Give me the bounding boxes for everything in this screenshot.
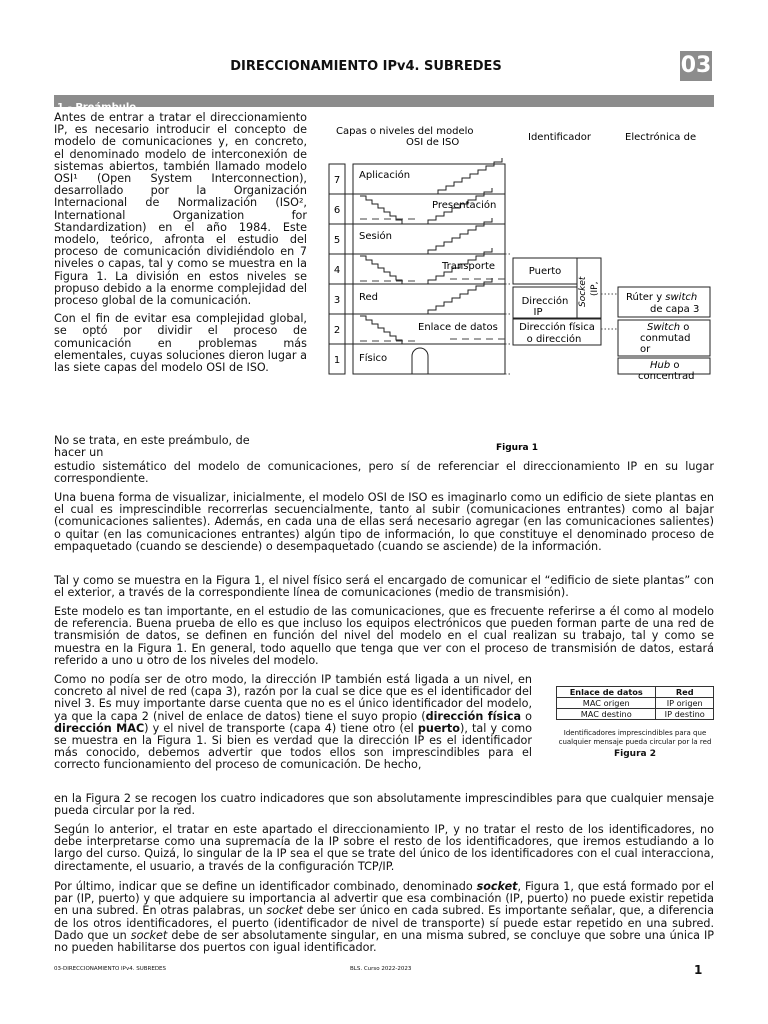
figure2-note: Identificadores imprescindibles para que cualquier mensaje pueda circular por la red — [558, 729, 712, 746]
layer-name: Aplicación — [359, 170, 411, 181]
intro-paragraph: Con el fin de evitar esa complejidad global, se optó por dividir el proceso de comunicación en problemas más elementales, cuyas soluciones dieron lugar a las siete capas del modelo OSI de ISO. — [54, 312, 307, 375]
building-door — [412, 348, 428, 374]
osi-diagram — [320, 124, 720, 454]
figure2-caption: Figura 2 — [614, 749, 656, 759]
col-electronics-title: Electrónica de — [625, 132, 697, 143]
mac-label-1: Dirección física — [519, 322, 595, 333]
layer-name: Sesión — [359, 231, 392, 242]
text-run: debe ser único en cada subred. Es importante señalar, que, a diferencia de los otros identificadores, el puerto (identificador de nivel de transporte) sí puede estar repetido en una subred. Dado que un — [54, 904, 714, 942]
col-layers-title-2: OSI de ISO — [406, 137, 460, 148]
intro-paragraph: Antes de entrar a tratar el direccionamiento IP, es necesario introducir el concepto de modelo de comunicaciones y, en concreto, el denominado modelo de interconexión de sistemas abiertos, también llamado modelo OSI¹ (Open System Interconnection), desarrollado por la Organización Internacional de Normalización (ISO², International Organization for Standardization) en el año 1984. Este modelo, teórico, afronta el estudio del proceso de comunicación dividiéndolo en 7 niveles o capas, tal y como se muestra en la Figura 1. La división en estos niveles se propuso debido a la enorme complejidad del proceso global de la comunicación. — [54, 111, 307, 308]
ip-label-1: Dirección — [521, 296, 569, 307]
ip-label-2: IP — [533, 307, 543, 318]
router-label-2: de capa 3 — [650, 304, 700, 315]
section-heading: 1.- Preámbulo. — [57, 102, 140, 113]
layer-name: Físico — [359, 353, 388, 364]
port-label: Puerto — [528, 266, 562, 277]
figure-osi-model — [320, 124, 720, 454]
col-identifier-title: Identificador — [528, 132, 591, 143]
intro-column — [54, 112, 307, 374]
text-run: Como no podía ser de otro modo, la dirección IP también está ligada a un nivel, en concreto al nivel de red (capa 3), razón por la cual se dice que es el identificador del nivel 3. Es muy importante darse cuenta que no es el único identificador del modelo, ya que la capa 2 (nivel de enlace de datos) tiene el suyo propio ( — [54, 673, 532, 723]
identifiers-table — [556, 686, 714, 720]
layer-name: Enlace de datos — [418, 322, 498, 333]
paragraph: estudio sistemático del modelo de comunicaciones, pero sí de referenciar el direccionamiento IP en su lugar correspondiente. — [54, 460, 714, 486]
socket-paragraph — [54, 881, 714, 954]
italic-run: socket — [266, 904, 303, 918]
body-paragraph-2 — [54, 575, 714, 599]
layer-number: 5 — [333, 235, 341, 246]
mac-label-2: o dirección — [526, 334, 582, 345]
body-paragraph-1 — [54, 492, 714, 553]
router-label-1: Rúter y switch — [626, 292, 698, 303]
table-cell: IP origen — [656, 698, 714, 709]
layer-number: 4 — [333, 265, 341, 276]
table-header: Enlace de datos — [557, 687, 656, 698]
figure1-caption: Figura 1 — [496, 443, 538, 453]
col-layers-title: Capas o niveles del modelo — [336, 126, 474, 137]
paragraph: Una buena forma de visualizar, inicialmente, el modelo OSI de ISO es imaginarlo como un edificio de siete plantas en el cual es imprescindible recorrerlas secuencialmente, tanto al subir (comunicaciones entrantes) como al bajar (comunicaciones salientes). Además, en cada una de ellas será necesario agregar (en las comunicaciones salientes) o quitar (en las comunicaciones entrantes) algún tipo de información, lo que constituye el denominado proceso de empaquetado (cuando se desciende) o desempaquetado (cuando se asciende) de la información. — [54, 491, 714, 553]
socket-label-2: (IP, — [590, 281, 600, 296]
document-title: DIRECCIONAMIENTO IPv4. SUBREDES — [230, 59, 502, 74]
body-paragraph-3 — [54, 606, 714, 667]
socket-paragraph-text — [54, 881, 714, 954]
bold-italic-run: socket — [476, 880, 518, 893]
table-cell: MAC origen — [557, 698, 656, 709]
layer-name: Presentación — [432, 200, 497, 211]
electronics-dotted-links — [601, 294, 618, 329]
bold-run: dirección MAC — [54, 721, 145, 735]
hub-label-1: Hub o — [650, 360, 680, 371]
layer-number: 6 — [333, 205, 341, 216]
text-run: debe de ser absolutamente singular, en una misma subred, se concluye que sobre una única IP no pueden habilitarse dos puertos con igual identificador. — [54, 928, 715, 955]
italic-run: socket — [130, 928, 168, 942]
footer-center: BLS. Curso 2022-2023 — [350, 966, 412, 972]
text-run: ) y el nivel de transporte (capa 4) tiene otro (el — [144, 721, 418, 735]
switch-label-2: conmutad — [640, 333, 691, 344]
table-row — [557, 698, 714, 709]
page-number: 1 — [694, 963, 703, 977]
ip-paragraph-text — [54, 674, 532, 772]
paragraph: Este modelo es tan importante, en el estudio de las comunicaciones, que es frecuente referirse a él como al modelo de referencia. Buena prueba de ello es que incluso los equipos electrónicos que pueden forman parte de una red de transmisión de datos, se definen en función del nivel del modelo en el cual realizan su trabajo, tal y como se muestra en la Figura 1. En general, todo aquello que tenga que ver con el proceso de transmisión de datos, estará referido a uno u otro de los niveles del modelo. — [54, 605, 714, 667]
layer-number: 3 — [333, 295, 341, 306]
bold-run: puerto — [417, 721, 460, 735]
body-paragraph-4 — [54, 824, 714, 873]
text-run: ), tal y como se muestra en la Figura 1. Si bien es verdad que la dirección IP es el identificador más conocido, debemos advertir que todos ellos son imprescindibles para el correcto funcionamiento del proceso de comunicación. De hecho, — [54, 721, 532, 772]
text-run: Por último, indicar que se define un identificador combinado, denominado — [54, 880, 477, 893]
table-row — [557, 709, 714, 720]
layer-name: Transporte — [442, 261, 496, 272]
layer-name: Red — [359, 292, 378, 303]
table-cell: MAC destino — [557, 709, 656, 720]
footer-left: 03-DIRECCIONAMIENTO IPv4. SUBREDES — [54, 966, 167, 972]
stairs — [360, 158, 502, 344]
switch-label-3: or — [640, 344, 651, 355]
switch-label-1: Switch o — [647, 322, 690, 333]
table-header: Red — [656, 687, 714, 698]
paragraph: en la Figura 2 se recogen los cuatro indicadores que son absolutamente imprescindibles para que cualquier mensaje pueda circular por la red. — [54, 792, 714, 818]
ip-paragraph-tail — [54, 793, 714, 817]
ip-paragraph — [54, 674, 532, 772]
layer-number: 2 — [333, 325, 341, 336]
mid-text-line-a: No se trata, en este preámbulo, de — [54, 434, 250, 447]
layer-number: 7 — [333, 175, 341, 186]
text-run: o — [521, 709, 533, 723]
figure-identifiers-table — [556, 686, 714, 759]
paragraph: Tal y como se muestra en la Figura 1, el nivel físico será el encargado de comunicar el “edificio de siete plantas” con el exterior, a través de la correspondiente línea de comunicaciones (medio de transmisión). — [54, 574, 714, 600]
section-heading-bar — [54, 95, 714, 113]
text-run: , Figura 1, que está formado por el par (IP, puerto) y que adquiere su importancia al advertir que esa combinación (IP, puerto) no puede existir repetida en una subred. En otras palabras, un — [54, 880, 714, 918]
mid-text-line-b: hacer un — [54, 446, 104, 459]
chapter-badge: 03 — [680, 51, 712, 81]
hub-label-2: concentrad — [638, 371, 695, 382]
layer-number: 1 — [333, 355, 341, 366]
mid-text-rest — [54, 461, 714, 485]
table-cell: IP destino — [656, 709, 714, 720]
paragraph: Según lo anterior, el tratar en este apartado el direccionamiento IP, y no tratar el resto de los identificadores, no debe interpretarse como una supremacía de la IP sobre el resto de los identificadores, que iremos estudiando a lo largo del curso. Quizá, lo singular de la IP sea el que se trate del único de los identificadores con el cual interacciona, directamente, el usuario, a través de la configuración TCP/IP. — [54, 823, 714, 873]
layer-dotted-extensions — [505, 254, 512, 374]
socket-label: Socket — [578, 276, 588, 307]
bold-run: dirección física — [425, 709, 522, 723]
